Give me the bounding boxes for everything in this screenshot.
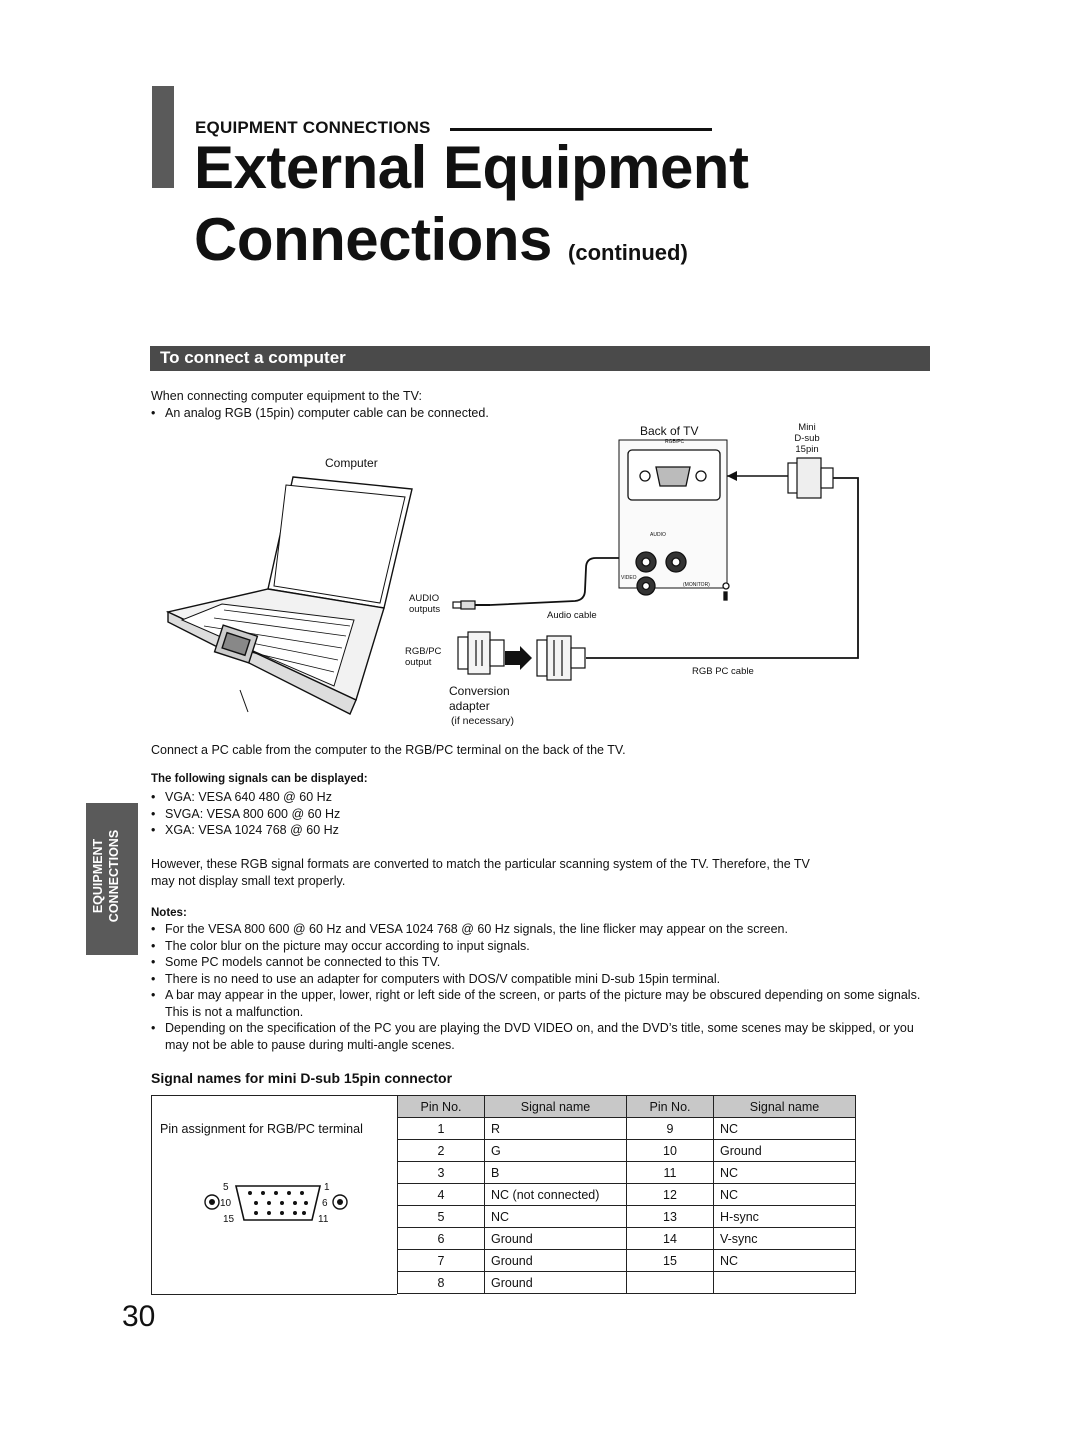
rgb-pc-cable-label: RGB PC cable [692,666,754,677]
signal-cell: NC [714,1162,856,1184]
computer-label: Computer [325,456,378,470]
pin-number-5: 5 [223,1182,229,1193]
pin-cell [627,1272,714,1294]
mini-dsub-label: Mini D-sub 15pin [794,422,820,455]
table-row [398,1250,856,1272]
signal-cell: NC [714,1184,856,1206]
pin-number-11: 11 [318,1214,329,1225]
signal-cell: H-sync [714,1206,856,1228]
note-item: • There is no need to use an adapter for computers with DOS/V compatible mini D-sub 15pin terminal. [151,971,936,988]
tv-audio-label: AUDIO [650,532,666,538]
tv-rgbpc-label: RGB/PC [665,439,685,445]
notes-heading: Notes: [151,907,187,919]
signal-cell: G [485,1140,627,1162]
column-header: Pin No. [398,1096,485,1118]
table-row [398,1140,856,1162]
pin-cell: 14 [627,1228,714,1250]
laptop-illustration [168,477,412,714]
signal-cell: Ground [485,1250,627,1272]
however-paragraph: However, these RGB signal formats are converted to match the particular scanning system of the TV. Therefore, the TV may not display small text properly. [151,857,810,888]
audio-plug [453,601,490,609]
page-title-line1: External Equipment [194,134,749,201]
subheading-title: To connect a computer [160,348,346,367]
table-row [398,1272,856,1294]
audio-outputs-label: AUDIO outputs [409,593,441,615]
signal-cell: NC [714,1118,856,1140]
signal-item: • XGA: VESA 1024 768 @ 60 Hz [151,822,340,839]
pin-cell: 2 [398,1140,485,1162]
pin-cell: 12 [627,1184,714,1206]
table-header-row [398,1096,856,1118]
signal-cell: V-sync [714,1228,856,1250]
tv-monitor-label: (MONITOR) [683,582,710,588]
table-row [398,1184,856,1206]
signal-cell [714,1272,856,1294]
side-tab-equipment-connections [86,803,138,955]
signal-item: • SVGA: VESA 800 600 @ 60 Hz [151,806,340,823]
signal-cell: NC [714,1250,856,1272]
notes-list [151,921,936,1053]
note-item: • Depending on the specification of the PC you are playing the DVD VIDEO on, and the DVD’s title, some scenes may be skipped, or you may not be able to pause during multi-angle scenes. [151,1020,936,1053]
pin-cell: 15 [627,1250,714,1272]
pin-cell: 3 [398,1162,485,1184]
conversion-adapter-label: Conversion adapter [449,684,510,713]
pin-number-15: 15 [223,1214,235,1225]
audio-cable [490,558,628,605]
audio-cable-label: Audio cable [547,610,597,621]
page-number: 30 [122,1300,156,1333]
pin-number-10: 10 [220,1198,232,1209]
signal-cell: B [485,1162,627,1184]
side-tab-text: EQUIPMENT CONNECTIONS [91,829,121,923]
page-title-main: Connections [194,206,552,273]
signal-cell: Ground [485,1272,627,1294]
connection-diagram [150,420,930,730]
conversion-adapter [458,632,504,674]
rgb-cable-plug [537,636,585,680]
note-item: • A bar may appear in the upper, lower, right or left side of the screen, or parts of the picture may be obscured depending on some signals. This is not a malfunction. [151,987,936,1020]
signals-list [151,789,340,839]
column-header: Signal name [485,1096,627,1118]
pin-cell: 8 [398,1272,485,1294]
section-rule [450,128,712,131]
pin-cell: 10 [627,1140,714,1162]
rgbpc-output-label: RGB/PC output [405,646,442,668]
note-item: • For the VESA 800 600 @ 60 Hz and VESA 1024 768 @ 60 Hz signals, the line flicker may appear on the screen. [151,921,936,938]
if-necessary-label: (if necessary) [451,715,515,727]
table-row [398,1206,856,1228]
table-row [398,1162,856,1184]
pin-cell: 11 [627,1162,714,1184]
column-header: Pin No. [627,1096,714,1118]
note-item: • The color blur on the picture may occur according to input signals. [151,938,936,955]
signal-cell: Ground [714,1140,856,1162]
pin-cell: 4 [398,1184,485,1206]
mini-dsub-plug [788,458,833,498]
pin-cell: 7 [398,1250,485,1272]
table-row [398,1228,856,1250]
page-title-line2 [194,206,688,273]
column-header: Signal name [714,1096,856,1118]
section-label: EQUIPMENT CONNECTIONS [195,118,431,137]
intro-bullet: • An analog RGB (15pin) computer cable can be connected. [151,405,489,422]
page-title-suffix: (continued) [568,240,688,265]
pin-cell: 13 [627,1206,714,1228]
pin-cell: 9 [627,1118,714,1140]
connect-arrow [505,646,532,670]
signals-heading: The following signals can be displayed: [151,773,368,785]
back-of-tv-label: Back of TV [640,424,699,438]
intro-text: When connecting computer equipment to the TV: [151,389,422,403]
pin-cell: 5 [398,1206,485,1228]
pin-assignment-caption: Pin assignment for RGB/PC terminal [160,1122,363,1136]
pin-cell: 1 [398,1118,485,1140]
tv-video-label: VIDEO [621,575,637,581]
note-item: • Some PC models cannot be connected to this TV. [151,954,936,971]
signal-cell: NC [485,1206,627,1228]
header-accent-bar [152,86,174,188]
pin-signal-table [397,1095,856,1294]
pin-number-6: 6 [322,1198,328,1209]
connect-instruction: Connect a PC cable from the computer to the RGB/PC terminal on the back of the TV. [151,743,626,757]
pin-number-1: 1 [324,1182,330,1193]
signal-cell: Ground [485,1228,627,1250]
signal-names-heading: Signal names for mini D-sub 15pin connector [151,1070,453,1086]
pin-cell: 6 [398,1228,485,1250]
table-row [398,1118,856,1140]
signal-cell: R [485,1118,627,1140]
signal-cell: NC (not connected) [485,1184,627,1206]
signal-item: • VGA: VESA 640 480 @ 60 Hz [151,789,340,806]
